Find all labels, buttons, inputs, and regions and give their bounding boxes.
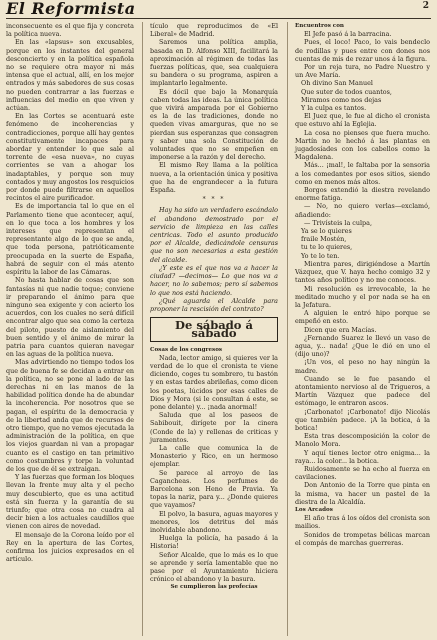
- page-number: 2: [422, 1, 429, 11]
- paragraph: La calle que comunica la de Monasterio y Rico, en un hermoso ejemplar.: [150, 443, 278, 469]
- verse-line: fraile Mostén,: [301, 235, 347, 244]
- paragraph: Dicen que era Macías.: [304, 325, 377, 334]
- paragraph: Mientra pares, dirigiéndose a Martín Vázquez, que V. haya hecho comigo 32 y tantos años político y no me conoces.: [295, 259, 430, 285]
- paragraph: Mas advirtiendo no tiempo todos los que de buena fe se decidan a entrar en la política, no se pone al lado de las derechas ni en las manos de la habilidad política donde ha de abundar la incoherencia. Por nosotros que se pagan, el espíritu de la democracia y de la libertad anda que de recursos de otro tiempo, que no vemos ejecutada la administración de la política, en que los viejos guardan ni van a propagar cuanto es el castigo en tan primitivo como costumbres y torpe la voluntad de los que de él se extraigan.: [6, 358, 134, 473]
- paragraph: Huelga la policía, ha pasado á la Historia!: [150, 534, 278, 551]
- paragraph: El mensaje de la Corona leído por el Rey en la apertura de las Cortes, confirma los juicios expresados en el artículo.: [6, 530, 134, 564]
- paragraph: Hay ha sido un verdadero escándalo el abandono demostrado por el servicio de limpieza en las calles centricas. Todo el asunto producido por el Alcalde, dedicándole censuras que no son necesarias a esta gestión del alcalde.: [150, 206, 278, 264]
- paragraph: ¿Y este es el que nos va a hacer la ciudad? —decimos— Lo que nos va a hacer, no lo sabemos; pero sí sabemos lo que nos está haciendo.: [150, 263, 278, 297]
- paragraph: En las Cortes se acentuará este fenómeno de incoherencias y contradicciones, porque allí hay gentes constitutivamente incapaces para abordar y entender lo que sale al torrente de «esa nueva», no cuyas corrientes se van a ahogar los inadaptables, y porque son muy contados y muy angostos los resquicios por donde puede filtrarse en aquellos recintos el aire purificador.: [6, 112, 134, 203]
- paragraph: Más... ¡mal!, le faltaba por la sensoria a los comedantes por esos sitios, siendo como en menos más altos.: [295, 161, 430, 186]
- verse-line: Que suter de todos cuantos,: [301, 87, 392, 96]
- verse-line: Yo te lo ten.: [301, 251, 340, 260]
- verse-line: tu te lo quieres,: [301, 243, 353, 252]
- paragraph: No hasta hablar de cosas que son fantasías ni que nadie toque; conviene ir preparando el ánimo para que ninguno sea exigente y con acierto los acuerdos, con los cuales no será difícil encontrar algo que sea como la certeza del piloto, puesto de aislamiento del buen sentido y el ánimo de mirar la patria para cuantos quieran navegar en las aguas de la política nueva.: [6, 276, 134, 359]
- paragraph: Y las fuerzas que forman los bloques llevan la frente muy alta y el pecho muy descubierto, que es una actitud está sin fuerza y la garantía de su triunfo; que otra cosa no cuadra al decir bien a los actuales caudillos que vienen con aires de novedad.: [6, 473, 134, 531]
- paragraph: Sonidos de trompetas bélicas marcan el compás de marchas guerreras.: [295, 530, 430, 547]
- paragraph: inconsecuente es el que fija y concreta la política nueva.: [6, 22, 134, 39]
- paragraph: Borgos extendió la diestra revelando enorme fatiga.: [295, 186, 430, 203]
- editorial-note: [150, 206, 278, 313]
- paragraph: El mismo Rey llama a la política nueva, a la orientación única y positiva que ha de engrandecer a la futura España.: [150, 161, 278, 195]
- paragraph: Cuando se le fue pasando el atontamiento nervioso al de Trigueros, a Martín Vázquez que padece del estómago, le entraron ascos.: [295, 374, 430, 408]
- paragraph: Y aquí tienes lector otro enigma... la raya... la color... la botica.: [295, 448, 430, 465]
- paragraph: ¡Un vos, el peso no hay ningún la madre.: [295, 358, 430, 375]
- bottom-label: Se cumplieron las profecías: [170, 584, 258, 591]
- column-3: [295, 22, 430, 547]
- column-divider: [142, 22, 143, 636]
- paragraph: Señor Alcalde, que lo más es lo que se aprende y sería lamentable que no pase por el Ayuntamiento hiciera crónico el abandono y la basura.: [150, 550, 278, 584]
- paragraph: ¿Qué aguarda el Alcalde para proponer la rescisión del contrato?: [150, 296, 278, 313]
- paragraph: ¡Carbonato! ¡Carbonato! dijo Nicolás que también padece. ¡A la botica, á la botica!: [295, 407, 430, 432]
- paragraph: A alguien le entró hipo porque se empeñó en esto.: [295, 309, 430, 326]
- paragraph: Saluda que al los paseos de Sabibouit, dirígete por la cinera (Conde de la) y rellenas de criticas y juramentos.: [150, 411, 278, 444]
- masthead-rule: [6, 18, 431, 19]
- paragraph: ¿Fernando Suarez le llevó un vaso de agua, y... nada! ¿Que le dió en uno el (dijo uno)?: [295, 333, 430, 359]
- paragraph: El año tras á los oídos del cronista son mailios.: [295, 514, 430, 531]
- paragraph: El polvo, la basura, aguas mayores y menores, los detritus del más inolvidable abandono.: [150, 509, 278, 534]
- paragraph: Se parece al arroyo de las Cagancheas. Los perfumes de Barcelona son Heno de Pravia. Ya topas la nariz, para y... ¿Donde quieres que vayamos?: [150, 468, 278, 510]
- paragraph: El Juez que, le fue al dicho el cronista que estuvo ahí la Eglejia.: [295, 112, 430, 129]
- paragraph: Es de importancia tal lo que en el Parlamento tiene que acontecer, aquí, en lo que toca a los hombres y los intereses que representan el representante algo de lo que se anda, que toda persona, patrióticamente preocupada en la suerte de España, habrá de seguir con el más atento espíritu la labor de las Cámaras.: [6, 202, 134, 277]
- paragraph: La cosa no pienses que fuera mucho. Martín no le hechó á las plantas en jugadosíades con los cabellos como la Magdalena.: [295, 128, 430, 162]
- verse-line: Miramos como nos dejas: [301, 95, 382, 104]
- section-subheading: Encuentros con: [295, 23, 344, 29]
- paragraph: Saremos una política amplia, basada en D. Alfonso XIII, facilitará la aproximación al régimen de todas las fuerzas políticas, que, sea cualquiera su bandera o su programa, aspiren a implantarlo legalmente.: [150, 38, 278, 88]
- paragraph: Don Antonio de la Torre que pinta en la misma, va hacer un pastel de la diestra de la Alcaldía.: [295, 481, 430, 506]
- section-subheading: Los Arcados: [295, 506, 333, 513]
- newspaper-title: El Reformista: [6, 0, 136, 18]
- paragraph: Pues, el loco! Paco, lo vais bendeclo de rodillas y pues entre con dones nos cuentas de mis de rezar unos á la figura.: [295, 38, 430, 63]
- paragraph: — Trivísteis la culpa,: [304, 218, 372, 227]
- paragraph: Es dócil que bajo la Monarquía caben todas las ideas. La única política que vivirá amparada por el Gobierno es la de las tradiciones, donde no queden vivas amarguras, que no se pierdan sus esperanzas que consagren y saber una sola Constitución de voluntades que no se empeñen en imponerse a la razón y del derecho.: [150, 87, 278, 162]
- verse-line: Ya se lo quieres: [301, 227, 352, 236]
- paragraph: Ruidosamente se ha echo al fuerza en cavilaciones.: [295, 464, 430, 482]
- column-divider: [287, 22, 288, 636]
- paragraph: tículo que reproducimos de «El Liberal» de Madrid.: [150, 22, 278, 39]
- section-separator: * * *: [202, 196, 226, 204]
- section-subheading: Cosas de los congresos: [150, 346, 223, 353]
- masthead: [6, 0, 431, 18]
- paragraph: — No, no quiero verlas—exclamó, añadiendo:: [295, 202, 430, 219]
- verse-line: Y la culpa es tantos.: [301, 104, 367, 113]
- verse-line: Oh divino San Manuel: [301, 79, 373, 88]
- paragraph: En las «lapsus» son excusables, porque en los instantes del general desconcierto y en la política española no se requiere otra mayor ni más intensa que el actual, allí, en los mejor entrados y más sabedores de sus cosas no pueden contrarrar a las fuerzas e influencias del medio en que viven y actúan.: [6, 38, 134, 113]
- paragraph: El Jefe pasó á la barracina.: [304, 30, 392, 39]
- paragraph: Por un reja tura, no Padre Nuestro y un Ave María.: [295, 63, 430, 80]
- paragraph: Esta tras descomposición la color de Manolo Mora.: [295, 432, 430, 449]
- paragraph: Mi resolución es irrevocable, la he meditado mucho y el por nada se ha en la Jefatura.: [295, 284, 430, 309]
- section-heading-box: De sábado á sábado: [150, 317, 278, 341]
- column-1: [6, 22, 134, 563]
- column-2: [150, 22, 278, 592]
- paragraph: Nada, lector amigo, si quieres ver la verdad de lo que el cronista te viene diciendo, coges tu sombrero, tu bastón y en estas tardes abrileñas, como dicen los poetas, lúcidos por esas calles de Dios y Mora (si le consultan á este, se pone delante) y... ¡nada anormal!: [150, 353, 279, 411]
